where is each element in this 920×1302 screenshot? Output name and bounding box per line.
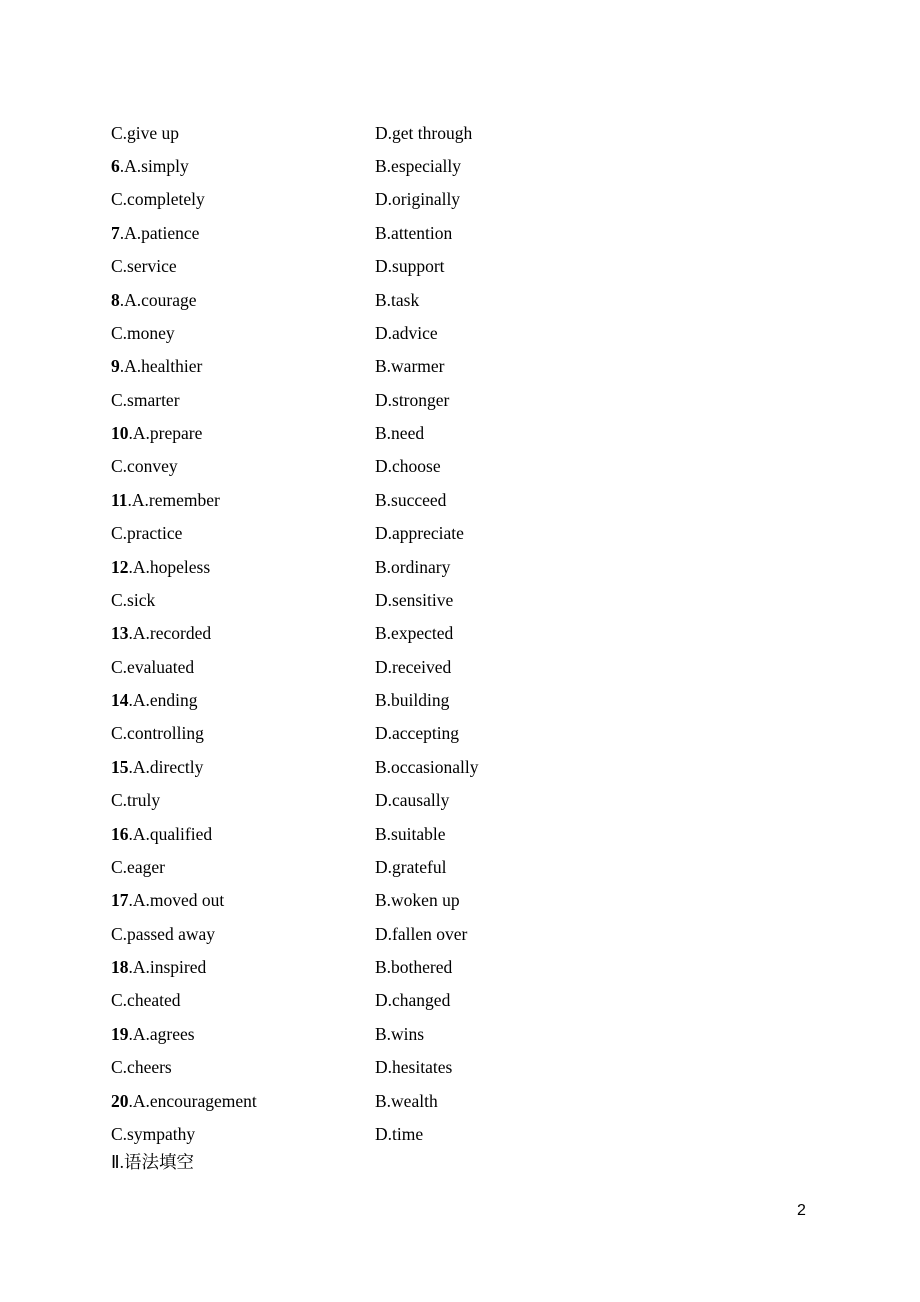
option-right-text: D.advice <box>375 322 438 343</box>
option-row <box>111 517 671 550</box>
question-number: 16 <box>111 823 129 844</box>
option-row <box>111 483 671 516</box>
option-row <box>111 1017 671 1050</box>
question-number: 10 <box>111 423 129 444</box>
option-left <box>111 955 375 979</box>
option-left-text: .A.agrees <box>128 1023 195 1044</box>
option-row <box>111 750 671 783</box>
option-row <box>111 216 671 249</box>
option-left-text: .A.qualified <box>128 823 213 844</box>
option-right-text: B.attention <box>375 222 453 243</box>
option-right-text: D.choose <box>375 456 441 477</box>
option-left-text: C.service <box>111 256 177 277</box>
option-row <box>111 149 671 182</box>
option-right-text: D.received <box>375 656 452 677</box>
option-left-text: C.sick <box>111 589 156 610</box>
option-row <box>111 583 671 616</box>
section-heading: Ⅱ.语法填空 <box>111 1152 194 1172</box>
option-left <box>111 988 375 1012</box>
option-row <box>111 383 671 416</box>
option-right-text: D.causally <box>375 790 450 811</box>
option-row <box>111 283 671 316</box>
option-right-text: B.expected <box>375 623 454 644</box>
option-row <box>111 550 671 583</box>
option-left <box>111 154 375 178</box>
option-left <box>111 922 375 946</box>
option-left <box>111 688 375 712</box>
option-left <box>111 621 375 645</box>
option-row <box>111 650 671 683</box>
option-left-text: .A.patience <box>119 222 200 243</box>
option-left-text: C.convey <box>111 456 178 477</box>
option-left <box>111 755 375 779</box>
option-row <box>111 717 671 750</box>
question-number: 6 <box>111 156 120 177</box>
option-left <box>111 421 375 445</box>
option-row <box>111 950 671 983</box>
option-left-text: .A.hopeless <box>128 556 211 577</box>
option-right-text: B.occasionally <box>375 756 479 777</box>
option-left <box>111 488 375 512</box>
option-right-text: D.accepting <box>375 723 460 744</box>
option-left-text: .A.directly <box>128 756 204 777</box>
option-right-text: B.building <box>375 690 450 711</box>
option-left <box>111 321 375 345</box>
option-right-text: D.hesitates <box>375 1057 453 1078</box>
question-number: 7 <box>111 222 120 243</box>
option-row <box>111 183 671 216</box>
option-left-text: C.controlling <box>111 723 204 744</box>
option-right-text: B.wealth <box>375 1090 438 1111</box>
option-right-text: B.ordinary <box>375 556 451 577</box>
option-left-text: .A.ending <box>128 690 198 711</box>
question-number: 20 <box>111 1090 129 1111</box>
option-left-text: .A.inspired <box>128 957 207 978</box>
option-right-text: D.time <box>375 1123 424 1144</box>
option-row <box>111 450 671 483</box>
question-number: 12 <box>111 556 129 577</box>
option-left-text: .A.remember <box>127 489 220 510</box>
option-right-text: B.bothered <box>375 957 453 978</box>
option-left-text: .A.healthier <box>119 356 203 377</box>
option-left <box>111 1122 375 1146</box>
option-left-text: .A.courage <box>119 289 197 310</box>
option-left <box>111 288 375 312</box>
option-right-text: B.suitable <box>375 823 446 844</box>
question-number: 8 <box>111 289 120 310</box>
option-right-text: D.fallen over <box>375 923 468 944</box>
option-left <box>111 588 375 612</box>
option-left-text: C.smarter <box>111 389 180 410</box>
option-right-text: D.appreciate <box>375 523 464 544</box>
option-right-text: B.need <box>375 423 425 444</box>
option-right-text: D.get through <box>375 122 473 143</box>
question-number: 19 <box>111 1023 129 1044</box>
option-left-text: .A.simply <box>119 156 189 177</box>
option-row <box>111 416 671 449</box>
option-right-text: B.succeed <box>375 489 447 510</box>
option-left-text: C.practice <box>111 523 183 544</box>
option-left-text: C.evaluated <box>111 656 195 677</box>
option-row <box>111 316 671 349</box>
option-right-text: B.wins <box>375 1023 425 1044</box>
option-list <box>111 116 671 1151</box>
option-left <box>111 1089 375 1113</box>
option-left <box>111 788 375 812</box>
option-row <box>111 850 671 883</box>
question-number: 9 <box>111 356 120 377</box>
option-right-text: B.woken up <box>375 890 460 911</box>
option-row <box>111 884 671 917</box>
question-number: 18 <box>111 957 129 978</box>
option-left <box>111 121 375 145</box>
option-left <box>111 1055 375 1079</box>
option-row <box>111 784 671 817</box>
option-right-text: D.sensitive <box>375 589 454 610</box>
option-row <box>111 817 671 850</box>
question-number: 15 <box>111 756 129 777</box>
option-left-text: C.passed away <box>111 923 216 944</box>
option-left <box>111 888 375 912</box>
option-left <box>111 555 375 579</box>
option-left <box>111 354 375 378</box>
option-right-text: B.task <box>375 289 420 310</box>
option-left <box>111 655 375 679</box>
option-left-text: C.truly <box>111 790 161 811</box>
option-left <box>111 388 375 412</box>
option-row <box>111 683 671 716</box>
option-left-text: C.cheated <box>111 990 181 1011</box>
option-right-text: B.warmer <box>375 356 445 377</box>
option-left <box>111 1022 375 1046</box>
option-left <box>111 454 375 478</box>
question-number: 13 <box>111 623 129 644</box>
option-left <box>111 521 375 545</box>
option-row <box>111 116 671 149</box>
option-row <box>111 350 671 383</box>
option-left-text: C.give up <box>111 122 180 143</box>
option-left-text: .A.encouragement <box>128 1090 257 1111</box>
option-row <box>111 617 671 650</box>
question-number: 17 <box>111 890 129 911</box>
option-row <box>111 1084 671 1117</box>
option-left <box>111 221 375 245</box>
option-left <box>111 254 375 278</box>
option-row <box>111 1051 671 1084</box>
option-left-text: C.completely <box>111 189 205 210</box>
option-left-text: .A.prepare <box>128 423 203 444</box>
option-right-text: D.changed <box>375 990 451 1011</box>
option-left-text: .A.moved out <box>128 890 225 911</box>
option-left <box>111 187 375 211</box>
option-row <box>111 917 671 950</box>
option-left <box>111 855 375 879</box>
option-left-text: C.eager <box>111 856 165 877</box>
option-right-text: D.grateful <box>375 856 447 877</box>
option-left-text: C.sympathy <box>111 1123 196 1144</box>
option-left-text: C.cheers <box>111 1057 172 1078</box>
question-number: 14 <box>111 690 129 711</box>
page-number: 2 <box>797 1202 806 1219</box>
option-left <box>111 721 375 745</box>
option-left-text: C.money <box>111 322 175 343</box>
option-right-text: B.especially <box>375 156 462 177</box>
option-right-text: D.originally <box>375 189 461 210</box>
option-row <box>111 984 671 1017</box>
option-row <box>111 1117 671 1150</box>
option-right-text: D.support <box>375 256 445 277</box>
question-number: 11 <box>111 489 128 510</box>
option-right-text: D.stronger <box>375 389 450 410</box>
option-row <box>111 250 671 283</box>
option-left <box>111 822 375 846</box>
option-left-text: .A.recorded <box>128 623 212 644</box>
